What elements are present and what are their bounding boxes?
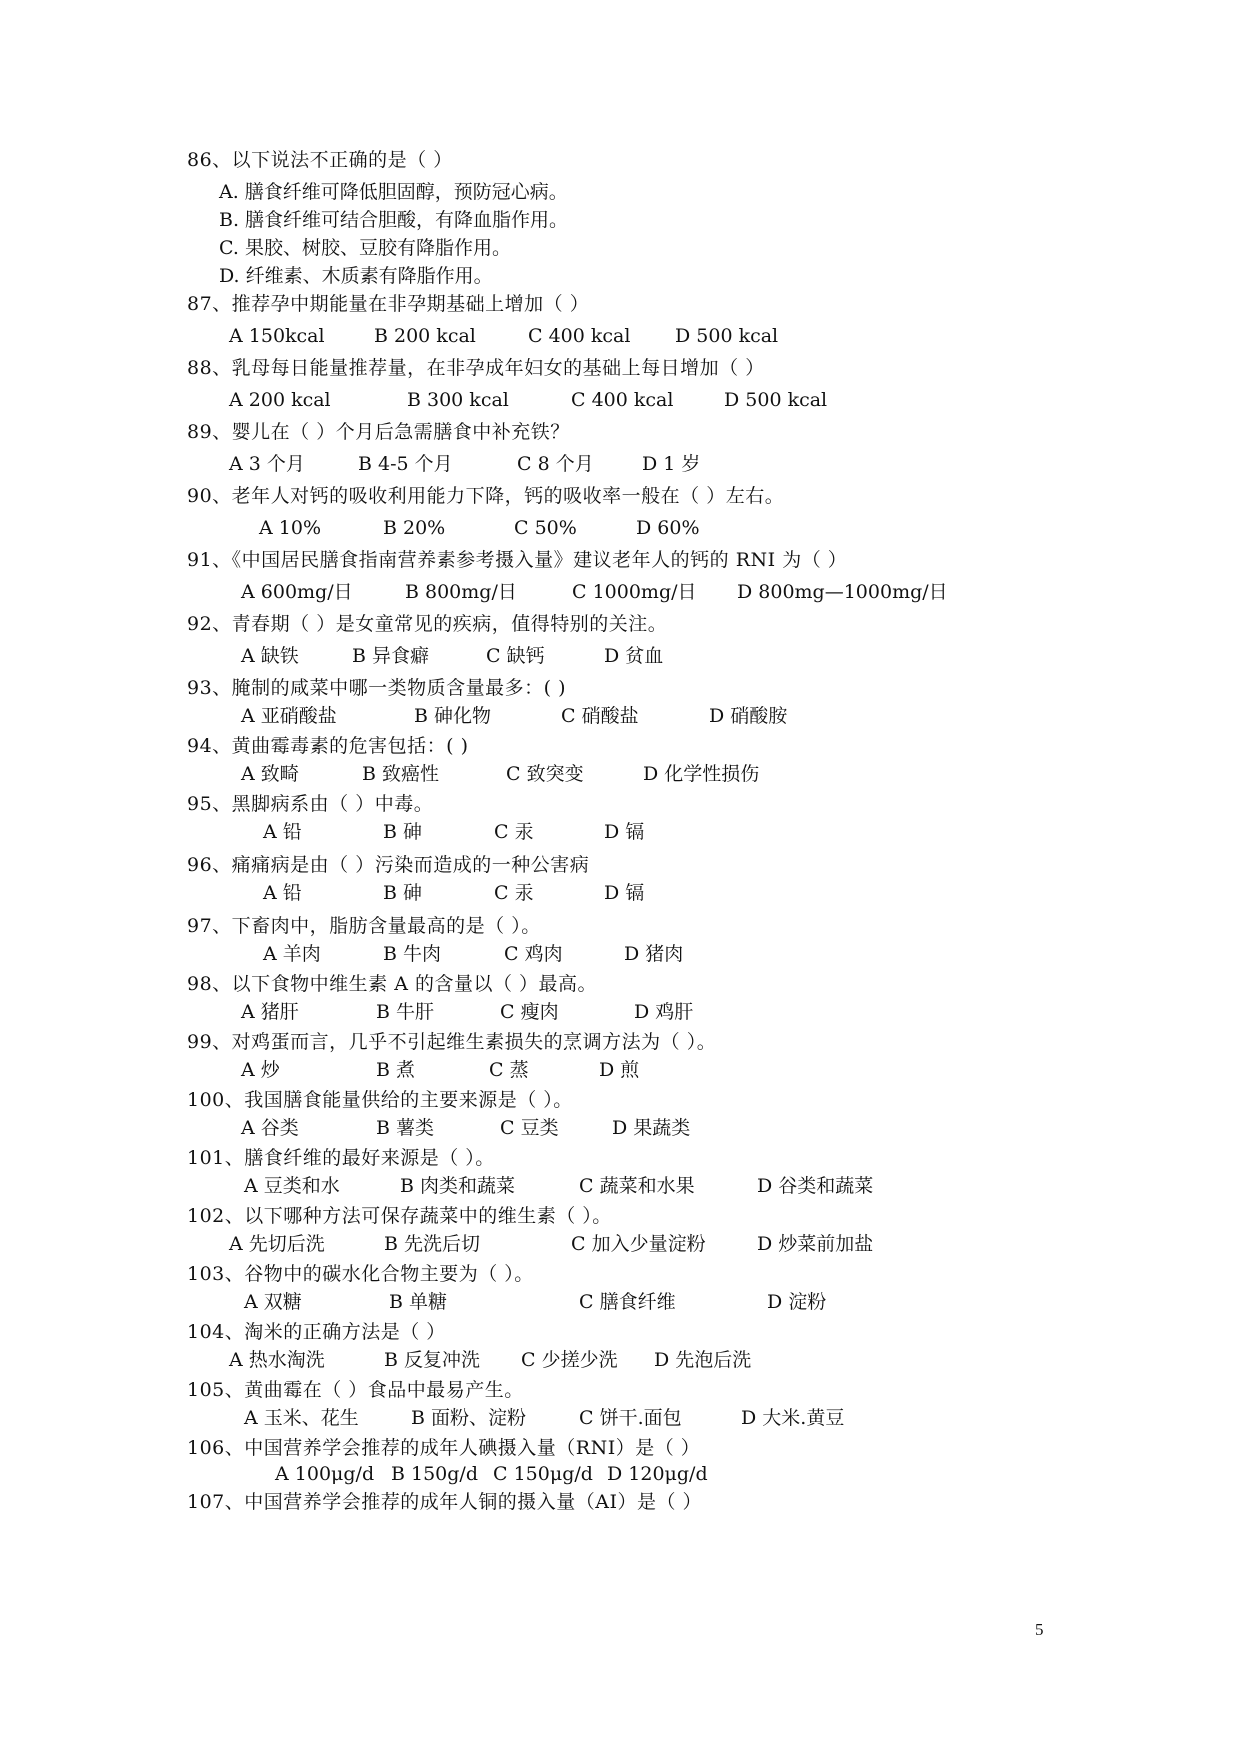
question-option: D 60% bbox=[636, 517, 700, 539]
option-row bbox=[0, 818, 1241, 851]
option-row bbox=[0, 1346, 1241, 1376]
question-option: B 牛肝 bbox=[376, 1001, 435, 1023]
question-option: D 淀粉 bbox=[767, 1291, 827, 1313]
question-option: A 热水淘洗 bbox=[229, 1349, 325, 1371]
option-row bbox=[0, 998, 1241, 1028]
question-option: C 瘦肉 bbox=[500, 1001, 559, 1023]
question-option: D 贫血 bbox=[604, 645, 664, 667]
question-option: C 少搓少洗 bbox=[521, 1349, 618, 1371]
question-option: B 异食癖 bbox=[352, 645, 430, 667]
question-option: A 10% bbox=[259, 517, 321, 539]
question-option: C 硝酸盐 bbox=[561, 705, 639, 727]
question-option: D 500 kcal bbox=[675, 325, 779, 347]
question-option: D 先泡后洗 bbox=[654, 1349, 752, 1371]
option-row bbox=[0, 702, 1241, 732]
option-row bbox=[0, 760, 1241, 790]
question-stem: 91、《中国居民膳食指南营养素参考摄入量》建议老年人的钙的 RNI 为（ ） bbox=[187, 549, 848, 571]
question-option: A 600mg/日 bbox=[241, 581, 353, 603]
question-option: A 100μg/d bbox=[275, 1463, 375, 1485]
question-option: A 猪肝 bbox=[241, 1001, 299, 1023]
question-option: A 炒 bbox=[241, 1059, 280, 1081]
question-option: D 镉 bbox=[604, 821, 645, 843]
question-option: B 肉类和蔬菜 bbox=[400, 1175, 516, 1197]
question-option: A 3 个月 bbox=[229, 453, 305, 475]
question-option: B 800mg/日 bbox=[405, 581, 517, 603]
question-option: D 120μg/d bbox=[607, 1463, 708, 1485]
question-option: B 砷化物 bbox=[414, 705, 492, 727]
option-row bbox=[0, 1460, 1241, 1488]
question-stem: 96、痛痛病是由（ ）污染而造成的一种公害病 bbox=[187, 854, 590, 876]
question-option: B 面粉、淀粉 bbox=[411, 1407, 527, 1429]
question-option: A 双糖 bbox=[244, 1291, 302, 1313]
question-option: B. 膳食纤维可结合胆酸，有降血脂作用。 bbox=[219, 209, 569, 231]
question-option: C. 果胶、树胶、豆胶有降脂作用。 bbox=[219, 237, 511, 259]
question-option: D 1 岁 bbox=[642, 453, 701, 475]
question-stem: 99、对鸡蛋而言，几乎不引起维生素损失的烹调方法为（ ）。 bbox=[187, 1031, 717, 1053]
question-option: A 缺铁 bbox=[241, 645, 299, 667]
option-row bbox=[0, 940, 1241, 970]
question-option: B 薯类 bbox=[376, 1117, 435, 1139]
question-option: D 大米.黄豆 bbox=[741, 1407, 845, 1429]
question-option: D 硝酸胺 bbox=[709, 705, 788, 727]
question-option: D 果蔬类 bbox=[612, 1117, 691, 1139]
question-list bbox=[0, 146, 1241, 1520]
question-option: D 800mg—1000mg/日 bbox=[737, 581, 948, 603]
question-option: D 镉 bbox=[604, 882, 645, 904]
question-option: A 羊肉 bbox=[263, 943, 321, 965]
question-stem: 105、黄曲霉在（ ）食品中最易产生。 bbox=[187, 1379, 524, 1401]
question-stem: 98、以下食物中维生素 A 的含量以（ ）最高。 bbox=[187, 973, 598, 995]
question-option: D 谷类和蔬菜 bbox=[757, 1175, 874, 1197]
question-stem: 93、腌制的咸菜中哪一类物质含量最多：( ) bbox=[187, 677, 567, 699]
question-stem: 92、青春期（ ）是女童常见的疾病，值得特别的关注。 bbox=[187, 613, 668, 635]
question-option: A 亚硝酸盐 bbox=[241, 705, 337, 727]
question-stem: 95、黑脚病系由（ ）中毒。 bbox=[187, 793, 434, 815]
question-option: C 汞 bbox=[494, 882, 534, 904]
question-option: B 牛肉 bbox=[383, 943, 442, 965]
question-option: D 500 kcal bbox=[724, 389, 828, 411]
option-row bbox=[0, 1114, 1241, 1144]
option-row bbox=[0, 322, 1241, 354]
option-row bbox=[0, 1404, 1241, 1434]
question-option: B 单糖 bbox=[389, 1291, 448, 1313]
question-option: C 1000mg/日 bbox=[572, 581, 697, 603]
question-stem: 88、乳母每日能量推荐量，在非孕成年妇女的基础上每日增加（ ） bbox=[187, 357, 765, 379]
question-stem: 106、中国营养学会推荐的成年人碘摄入量（RNI）是（ ） bbox=[187, 1437, 701, 1459]
question-option: D 化学性损伤 bbox=[643, 763, 760, 785]
question-option: A 铅 bbox=[263, 821, 302, 843]
option-row bbox=[0, 879, 1241, 912]
question-stem: 89、婴儿在（ ）个月后急需膳食中补充铁？ bbox=[187, 421, 570, 443]
option-row bbox=[0, 642, 1241, 674]
question-option: B 先洗后切 bbox=[384, 1233, 481, 1255]
question-option: A 谷类 bbox=[241, 1117, 299, 1139]
question-stem: 86、以下说法不正确的是（ ） bbox=[187, 149, 453, 171]
question-option: C 饼干.面包 bbox=[579, 1407, 682, 1429]
question-option: C 150μg/d bbox=[493, 1463, 593, 1485]
question-option: A. 膳食纤维可降低胆固醇，预防冠心病。 bbox=[219, 181, 568, 203]
question-option: C 豆类 bbox=[500, 1117, 559, 1139]
question-option: B 砷 bbox=[383, 882, 423, 904]
option-row bbox=[0, 1172, 1241, 1202]
question-option: B 300 kcal bbox=[407, 389, 509, 411]
option-row bbox=[0, 514, 1241, 546]
question-option: D 猪肉 bbox=[624, 943, 684, 965]
question-option: C 蒸 bbox=[489, 1059, 529, 1081]
question-option: D. 纤维素、木质素有降脂作用。 bbox=[219, 265, 493, 287]
question-option: C 400 kcal bbox=[571, 389, 674, 411]
question-option: D 鸡肝 bbox=[634, 1001, 694, 1023]
question-stem: 107、中国营养学会推荐的成年人铜的摄入量（AI）是（ ） bbox=[187, 1491, 703, 1513]
question-option: A 先切后洗 bbox=[229, 1233, 325, 1255]
question-option: B 砷 bbox=[383, 821, 423, 843]
option-row bbox=[0, 1056, 1241, 1086]
question-stem: 87、推荐孕中期能量在非孕期基础上增加（ ） bbox=[187, 293, 590, 315]
question-option: C 缺钙 bbox=[486, 645, 545, 667]
question-option: C 膳食纤维 bbox=[579, 1291, 676, 1313]
question-option: B 20% bbox=[383, 517, 446, 539]
question-option: A 致畸 bbox=[241, 763, 299, 785]
question-option: C 汞 bbox=[494, 821, 534, 843]
question-option: B 200 kcal bbox=[374, 325, 476, 347]
question-option: C 加入少量淀粉 bbox=[571, 1233, 706, 1255]
question-stem: 103、谷物中的碳水化合物主要为（ ）。 bbox=[187, 1263, 534, 1285]
question-option: D 煎 bbox=[599, 1059, 640, 1081]
question-option: C 蔬菜和水果 bbox=[579, 1175, 695, 1197]
question-option: B 致癌性 bbox=[362, 763, 440, 785]
question-option: C 50% bbox=[514, 517, 577, 539]
question-stem: 100、我国膳食能量供给的主要来源是（ ）。 bbox=[187, 1089, 573, 1111]
question-option: C 鸡肉 bbox=[504, 943, 563, 965]
question-option: B 150g/d bbox=[391, 1463, 478, 1485]
question-option: A 豆类和水 bbox=[244, 1175, 340, 1197]
question-stem: 97、下畜肉中，脂肪含量最高的是（ ）。 bbox=[187, 915, 541, 937]
question-option: B 4-5 个月 bbox=[358, 453, 453, 475]
question-option: C 致突变 bbox=[506, 763, 584, 785]
question-option: B 煮 bbox=[376, 1059, 416, 1081]
question-stem: 101、膳食纤维的最好来源是（ ）。 bbox=[187, 1147, 495, 1169]
page-number: 5 bbox=[1035, 1620, 1044, 1639]
question-option: A 铅 bbox=[263, 882, 302, 904]
question-option: B 反复冲洗 bbox=[384, 1349, 481, 1371]
option-row bbox=[0, 578, 1241, 610]
question-option: A 玉米、花生 bbox=[244, 1407, 359, 1429]
option-row bbox=[0, 1230, 1241, 1260]
option-row bbox=[0, 450, 1241, 482]
question-stem: 102、以下哪种方法可保存蔬菜中的维生素（ ）。 bbox=[187, 1205, 612, 1227]
question-option: A 200 kcal bbox=[229, 389, 331, 411]
option-row bbox=[0, 386, 1241, 418]
question-option: D 炒菜前加盐 bbox=[757, 1233, 874, 1255]
question-option: A 150kcal bbox=[229, 325, 325, 347]
question-option: C 400 kcal bbox=[528, 325, 631, 347]
question-stem: 104、淘米的正确方法是（ ） bbox=[187, 1321, 446, 1343]
question-option: C 8 个月 bbox=[517, 453, 594, 475]
question-stem: 90、老年人对钙的吸收利用能力下降，钙的吸收率一般在（ ）左右。 bbox=[187, 485, 785, 507]
question-stem: 94、黄曲霉毒素的危害包括：( ) bbox=[187, 735, 469, 757]
option-row bbox=[0, 1288, 1241, 1318]
